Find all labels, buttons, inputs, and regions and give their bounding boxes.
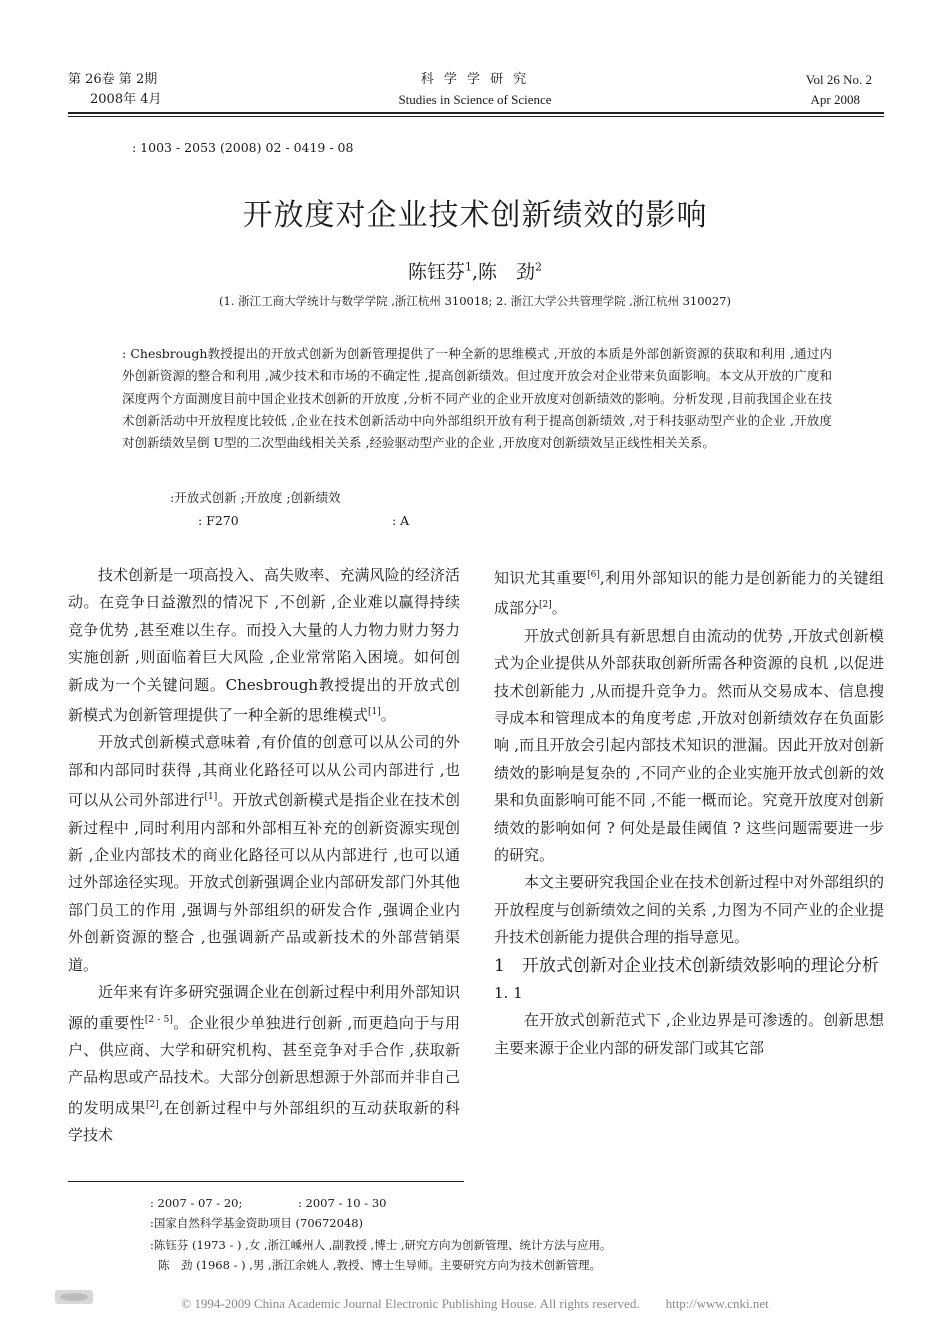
- paragraph: [494, 562, 884, 623]
- paragraph: 开放式创新具有新思想自由流动的优势 ,开放式创新模式为企业提供从外部获取创新所需各种资源的良机 ,以促进技术创新能力 ,从而提升竞争力。然而从交易成本、信息搜寻成本和管理成本的角度考虑 ,开放对创新绩效存在负面影响 ,而且开放会引起内部技术知识的泄漏。因此开放对创新绩效的影响是复杂的 ,不同产业的企业实施开放式创新的效果和负面影响可能不同 ,不能一概而论。究竟开放度对创新绩效的影响如何 ? 何处是最佳阈值 ? 这些问题需要进一步的研究。: [494, 626, 884, 865]
- author-2: 陈 劲: [478, 261, 536, 283]
- header-rule-thin: [68, 116, 884, 117]
- paragraph-text: 。: [380, 706, 396, 725]
- paragraph-text: 近年来有许多研究强调企业在创新过程中利用外部知识源的重要性: [68, 983, 460, 1032]
- journal-title-cn: 科 学 学 研 究: [420, 72, 530, 87]
- paragraph-text: 。: [551, 599, 567, 618]
- body-left-column: [68, 562, 460, 1150]
- paragraph-text: ,利用外部知识的能力是创新能力的关键组成部分: [494, 569, 884, 618]
- citation: [1]: [368, 707, 381, 718]
- citation: [2 - 5]: [144, 1014, 173, 1025]
- affiliation: (1. 浙江工商大学统计与数学学院 ,浙江杭州 310018; 2. 浙江大学公共管理学院 ,浙江杭州 310027): [219, 294, 731, 308]
- paragraph: [68, 562, 460, 729]
- volume-issue-cn: 第 26卷 第 2期: [68, 72, 158, 87]
- paragraph-text: 知识尤其重要: [494, 569, 588, 587]
- copyright-footer: © 1994-2009 China Academic Journal Electronic Publishing House. All rights reserved. http://www.cnki.net: [181, 1296, 769, 1311]
- volume-issue-en: Vol 26 No. 2: [805, 72, 872, 87]
- citation: [6]: [587, 570, 600, 580]
- paragraph-text: 开放式创新模式意味着 ,有价值的创意可以从公司的外部和内部同时获得 ,其商业化路径可以从公司内部进行 ,也可以从公司外部进行: [68, 733, 460, 810]
- keywords: :开放式创新 ;开放度 ;创新绩效: [170, 490, 341, 505]
- journal-title-en: Studies in Science of Science: [398, 92, 552, 107]
- paragraph: 本文主要研究我国企业在技术创新过程中对外部组织的开放程度与创新绩效之间的关系 ,力图为不同产业的企业提升技术创新能力提供合理的指导意见。: [494, 873, 885, 947]
- footnote-separator: [68, 1181, 464, 1182]
- date-cn: 2008年 4月: [90, 92, 162, 107]
- paragraph-text: ,在创新过程中与外部组织的互动获取新的科学技术: [68, 1098, 460, 1145]
- author-2-sup: 2: [535, 260, 543, 274]
- paragraph-text: 。开放式创新模式是指企业在技术创新过程中 ,同时利用内部和外部相互补充的创新资源实现创新 ,企业内部技术的商业化路径可以从内部进行 ,也可以通过外部途径实现。开放式创新强调企业内部研发部门外其他部门员工的作用 ,强调与外部组织的研发合作 ,强调企业内外创新资源的整合 ,也强调新产品或新技术的外部营销渠道。: [68, 791, 460, 974]
- section-heading: 1 开放式创新对企业技术创新绩效影响的理论分析: [494, 955, 879, 976]
- citation: [2]: [146, 1099, 159, 1110]
- subsection-heading: 1. 1: [494, 983, 523, 1002]
- paragraph-text: 。企业很少单独进行创新 ,而更趋向于与用户、供应商、大学和研究机构、甚至竞争对手合作 ,获取新产品构思或产品技术。大部分创新思想源于外部而并非自己的发明成果: [68, 1013, 460, 1117]
- author-2-bio: 陈 劲 (1968 - ) ,男 ,浙江余姚人 ,教授、博士生导师。主要研究方向为技术创新管理。: [158, 1258, 602, 1272]
- article-title: 开放度对企业技术创新绩效的影响: [242, 198, 708, 233]
- header-rule-thick: [68, 112, 884, 114]
- document-code: : A: [392, 513, 410, 528]
- citation: [2]: [539, 600, 552, 611]
- clc-number: : F270: [198, 513, 239, 528]
- abstract: : Chesbrough教授提出的开放式创新为创新管理提供了一种全新的思维模式 ,开放的本质是外部创新资源的获取和利用 ,通过内外创新资源的整合和利用 ,减少技术和市场的不确定性 ,提高创新绩效。但过度开放会对企业带来负面影响。本文从开放的广度和深度两个方面测度目前中国企业技术创新的开放度 ,分析不同产业的企业开放度对创新绩效的影响。分析发现 ,目前我国企业在技术创新活动中开放程度比较低 ,企业在技术创新活动中向外部组织开放有利于提高创新绩效 ,对于科技驱动型产业的企业 ,开放度对创新绩效呈倒 U型的二次型曲线相关关系 ,经验驱动型产业的企业 ,开放度对创新绩效呈正线性相关关系。: [122, 346, 832, 451]
- received-date: : 2007 - 07 - 20;: [150, 1196, 243, 1210]
- date-en: Apr 2008: [810, 92, 860, 107]
- author-separator: ,: [471, 261, 479, 283]
- fund-note: :国家自然科学基金资助项目 (70672048): [150, 1216, 364, 1230]
- paragraph: [68, 979, 460, 1149]
- paragraph-text: 技术创新是一项高投入、高失败率、充满风险的经济活动。在竞争日益激烈的情况下 ,不创新 ,企业难以赢得持续竞争优势 ,甚至难以生存。而投入大量的人力物力财力努力实施创新 ,则面临着巨大风险 ,企业常常陷入困境。如何创新成为一个关键问题。Chesbrough教授提出的开放式创新模式为创新管理提供了一种全新的思维模式: [68, 566, 460, 725]
- author-1-bio: :陈钰芬 (1973 - ) ,女 ,浙江嵊州人 ,副教授 ,博士 ,研究方向为创新管理、统计方法与应用。: [150, 1238, 612, 1252]
- revised-date: : 2007 - 10 - 30: [298, 1196, 387, 1210]
- citation: [1]: [204, 792, 218, 803]
- paragraph: 在开放式创新范式下 ,企业边界是可渗透的。创新思想主要来源于企业内部的研发部门或其它部: [494, 1011, 884, 1057]
- paragraph: [68, 729, 460, 979]
- author-line: [0, 257, 950, 284]
- author-1: 陈钰芬: [407, 261, 465, 283]
- article-id: : 1003 - 2053 (2008) 02 - 0419 - 08: [132, 140, 354, 155]
- body-right-column: [494, 562, 884, 1062]
- author-1-sup: 1: [464, 260, 472, 274]
